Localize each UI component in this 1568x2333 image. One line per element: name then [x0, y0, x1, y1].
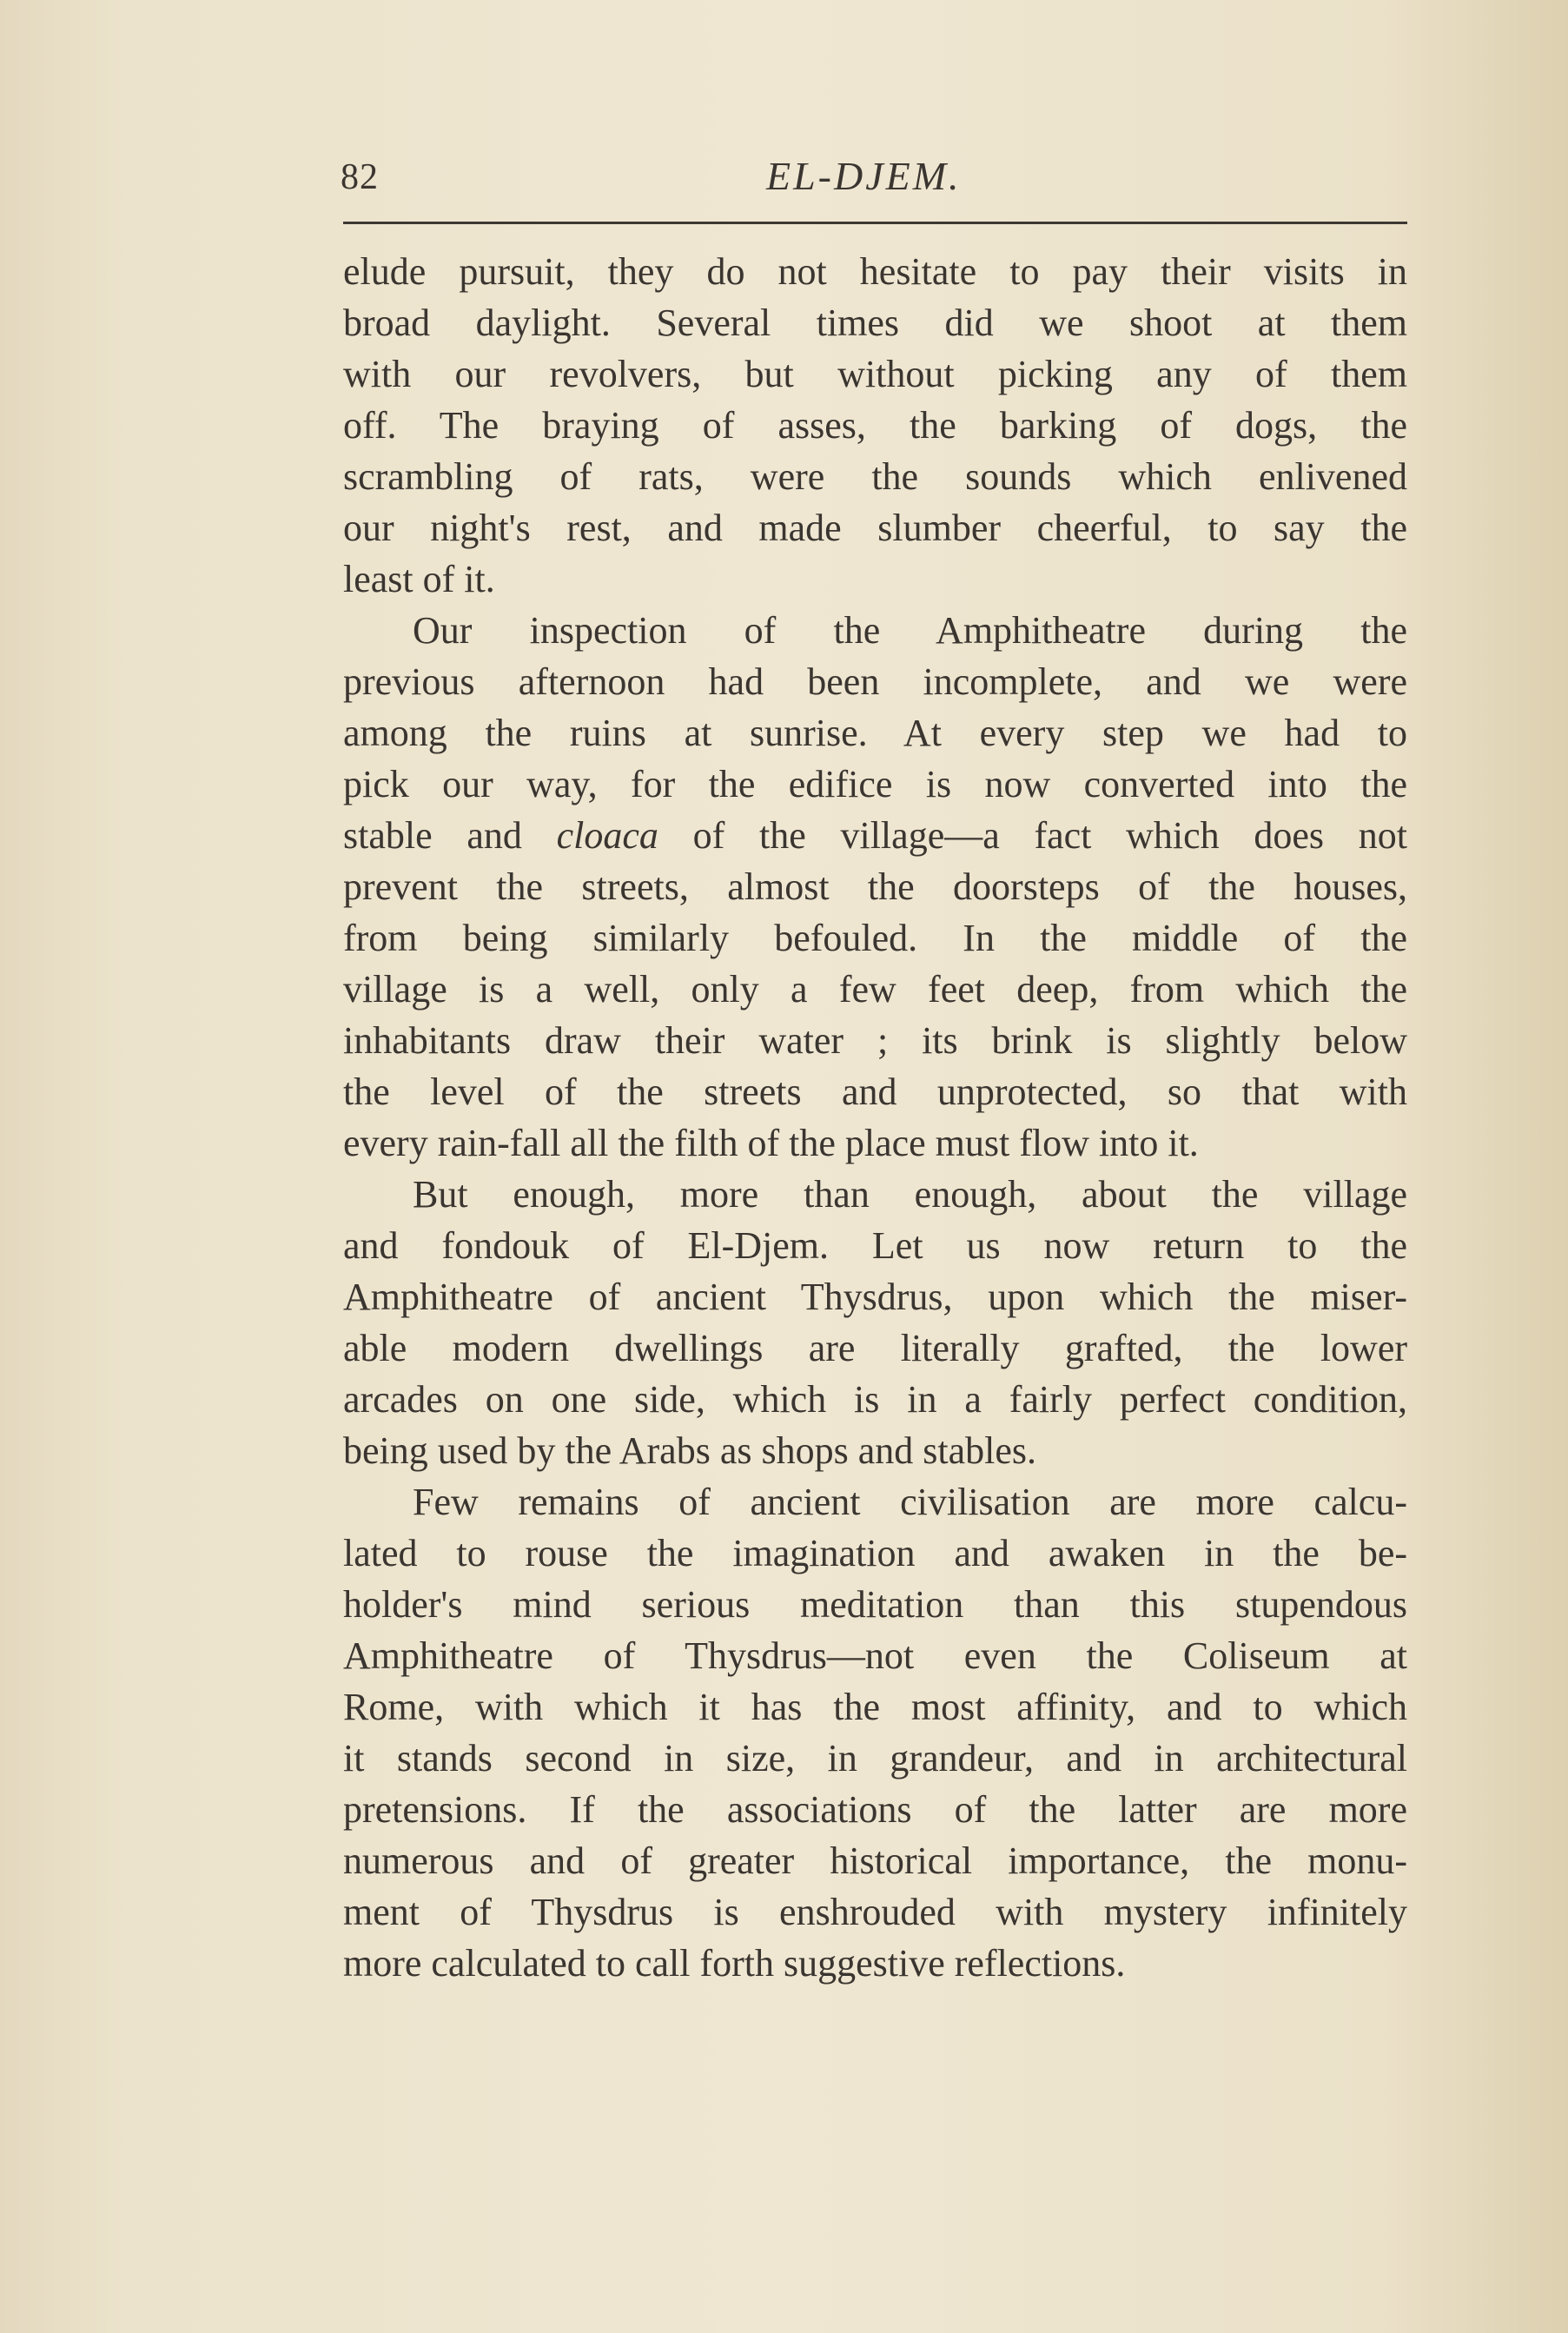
text-line: arcades on one side, which is in a fairly perfect condition, — [343, 1378, 1407, 1421]
paragraph — [343, 246, 1407, 605]
text-line: previous afternoon had been incomplete, and we were — [343, 660, 1407, 703]
italic-word: cloaca — [556, 814, 658, 857]
text-line: least of it. — [343, 558, 495, 600]
text-line: Amphitheatre of Thysdrus—not even the Coliseum at — [343, 1634, 1407, 1677]
text-line: ment of Thysdrus is enshrouded with mystery infinitely — [343, 1891, 1407, 1933]
text-line: Our inspection of the Amphitheatre during the — [413, 609, 1407, 652]
paragraph — [343, 605, 1407, 1169]
text-line: it stands second in size, in grandeur, and in architectural — [343, 1737, 1407, 1780]
text-line — [343, 810, 1407, 861]
text-line: village is a well, only a few feet deep, from which the — [343, 968, 1407, 1011]
text-line: prevent the streets, almost the doorsteps of the houses, — [343, 865, 1407, 908]
text-line: pick our way, for the edifice is now converted into the — [343, 763, 1407, 805]
text-line: lated to rouse the imagination and awaken in the be- — [343, 1532, 1407, 1574]
text-line: elude pursuit, they do not hesitate to pay their visits in — [343, 250, 1407, 293]
paragraph — [343, 1476, 1407, 1989]
running-head: EL-DJEM. — [766, 154, 962, 198]
text-line: our night's rest, and made slumber cheerful, to say the — [343, 507, 1407, 549]
page-number: 82 — [341, 157, 379, 197]
text-line: off. The braying of asses, the barking of dogs, the — [343, 404, 1407, 447]
text-line: being used by the Arabs as shops and stables. — [343, 1429, 1036, 1472]
text-line: pretensions. If the associations of the latter are more — [343, 1788, 1407, 1831]
paragraph — [343, 1169, 1407, 1476]
text-line: Rome, with which it has the most affinity, and to which — [343, 1686, 1407, 1728]
text-line: scrambling of rats, were the sounds which enlivened — [343, 455, 1407, 498]
page-header — [341, 148, 1409, 200]
text-line: among the ruins at sunrise. At every step we had to — [343, 712, 1407, 754]
text-line: able modern dwellings are literally grafted, the lower — [343, 1327, 1407, 1369]
text-line: holder's mind serious meditation than this stupendous — [343, 1583, 1407, 1626]
text-segment: stable and — [343, 814, 557, 857]
text-line: and fondouk of El-Djem. Let us now return to the — [343, 1224, 1407, 1267]
text-line: with our revolvers, but without picking any of them — [343, 353, 1407, 395]
text-line: every rain-fall all the filth of the place must flow into it. — [343, 1122, 1199, 1164]
text-line: Few remains of ancient civilisation are more calcu- — [413, 1481, 1407, 1523]
body-text — [343, 246, 1407, 1989]
text-line: inhabitants draw their water ; its brink is slightly below — [343, 1019, 1407, 1062]
header-rule — [343, 222, 1407, 224]
text-line: Amphitheatre of ancient Thysdrus, upon which the miser- — [343, 1276, 1407, 1318]
text-line: from being similarly befouled. In the middle of the — [343, 917, 1407, 959]
text-line: more calculated to call forth suggestive reflections. — [343, 1942, 1126, 1985]
text-line: the level of the streets and unprotected, so that with — [343, 1070, 1407, 1113]
text-line: numerous and of greater historical importance, the monu- — [343, 1839, 1407, 1882]
text-segment: of the village—a fact which does not — [658, 814, 1407, 857]
text-line: broad daylight. Several times did we shoot at them — [343, 302, 1407, 344]
text-line: But enough, more than enough, about the village — [413, 1173, 1407, 1216]
